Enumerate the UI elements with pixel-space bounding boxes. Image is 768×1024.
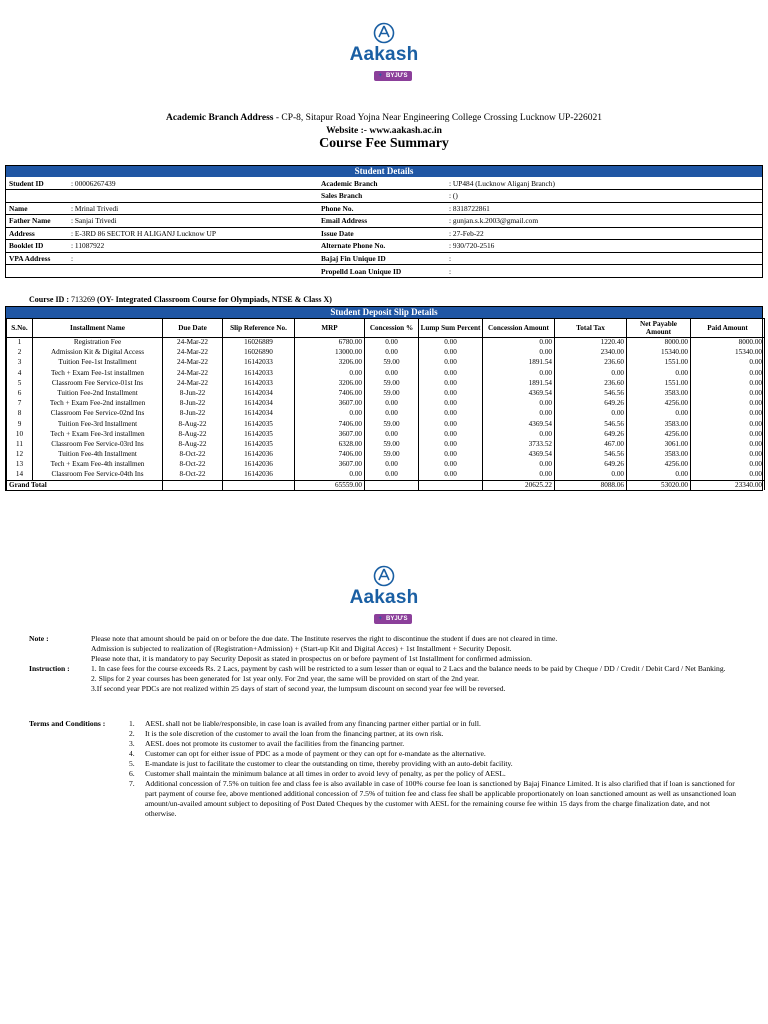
deposit-slip-table [6, 318, 765, 490]
table-cell: 16142033 [223, 368, 295, 378]
table-cell: 4369.54 [483, 450, 555, 460]
table-cell: 3733.52 [483, 439, 555, 449]
address-label: Academic Branch Address [165, 113, 274, 123]
table-cell: 0.00 [691, 450, 765, 460]
table-cell: 16026889 [223, 338, 295, 348]
student-row [6, 190, 762, 203]
table-cell: 1891.54 [483, 378, 555, 388]
table-cell: 8-Aug-22 [163, 439, 223, 449]
terms-item-number: 3. [129, 739, 135, 748]
table-cell: 3 [7, 358, 33, 368]
table-cell: 0.00 [691, 378, 765, 388]
aakash-emblem-icon [373, 22, 395, 44]
terms-item [129, 729, 741, 739]
terms-item [129, 719, 741, 729]
table-cell: 16142034 [223, 388, 295, 398]
student-field-label [6, 265, 68, 278]
table-cell: 16142034 [223, 399, 295, 409]
notes-section [29, 634, 741, 694]
table-cell: 0.00 [419, 378, 483, 388]
table-cell: 0.00 [419, 348, 483, 358]
terms-item-number: 2. [129, 729, 135, 738]
instruction-line: 1. In case fees for the course exceeds Rs. 2 Lacs, payment by cash will be restricted to a sum lesser than or equal to 2 Lacs and the balance needs to be paid by Cheque / DD / Credit / Debit Card / Net Banking. [91, 664, 726, 673]
table-cell: 0.00 [365, 399, 419, 409]
terms-item-text: Customer can opt for either issue of PDC as a mode of payment or they can opt for e-mandate as the alternative. [145, 749, 486, 758]
table-cell: 24-Mar-22 [163, 338, 223, 348]
course-name: (OY- Integrated Classroom Course for Olympiads, NTSE & Class X) [97, 295, 332, 304]
table-cell: 0.00 [555, 368, 627, 378]
table-cell: Tuition Fee-1st Installment [33, 358, 163, 368]
table-cell: 4256.00 [627, 399, 691, 409]
column-header: Concession Amount [483, 319, 555, 338]
student-field-label: Propelld Loan Unique ID [321, 266, 402, 276]
grand-total-row [7, 480, 765, 490]
student-field-label: Bajaj Fin Unique ID [318, 252, 446, 265]
terms-item-text: Customer shall maintain the minimum balance at all times in order to avoid levy of penalty, as per the policy of AESL. [145, 769, 506, 778]
student-field-label: Name [6, 202, 68, 215]
table-cell: Registration Fee [33, 338, 163, 348]
table-cell: 0.00 [419, 439, 483, 449]
course-label: Course ID : [29, 295, 71, 304]
table-cell: 2 [7, 348, 33, 358]
table-cell: 3607.00 [295, 429, 365, 439]
table-row [7, 460, 765, 470]
table-cell: 0.00 [691, 439, 765, 449]
table-cell: 0.00 [419, 388, 483, 398]
website-text: Website :- www.aakash.ac.in [326, 126, 442, 136]
table-cell: 8-Jun-22 [163, 388, 223, 398]
table-cell: 0.00 [691, 399, 765, 409]
table-cell: 3583.00 [627, 419, 691, 429]
table-cell: 59.00 [365, 439, 419, 449]
terms-item-number: 6. [129, 769, 135, 778]
table-row [7, 388, 765, 398]
table-cell: 24-Mar-22 [163, 368, 223, 378]
table-cell: 546.56 [555, 450, 627, 460]
student-field-label: Phone No. [318, 202, 446, 215]
note-line: Admission is subjected to realization of (Registration+Admission) + (Start-up Kit and Digital Acces) + 1st Installment + Security Deposit. [91, 644, 512, 653]
table-cell: 2340.00 [555, 348, 627, 358]
student-field-value: : Mrinal Trivedi [68, 202, 318, 215]
table-cell: 8 [7, 409, 33, 419]
table-cell: 0.00 [419, 338, 483, 348]
deposit-slip-header: Student Deposit Slip Details [6, 307, 762, 318]
student-field-label: Sales Branch [318, 190, 446, 203]
table-cell: Classroom Fee Service-04th Ins [33, 470, 163, 480]
table-row [7, 429, 765, 439]
table-cell: 7 [7, 399, 33, 409]
instruction-line: 2. Slips for 2 year courses has been generated for 1st year only. For 2nd year, the same will be provided on start of the 2nd year. [91, 674, 480, 683]
student-field-value: : () [446, 190, 762, 203]
table-cell: 0.00 [691, 460, 765, 470]
terms-item-number: 1. [129, 719, 135, 728]
table-cell: 1891.54 [483, 358, 555, 368]
column-header: Paid Amount [691, 319, 765, 338]
table-cell: 0.00 [419, 409, 483, 419]
student-field-value: : 930/720-2516 [446, 240, 762, 253]
student-field-value: : [446, 252, 762, 265]
table-cell: 0.00 [483, 348, 555, 358]
table-cell: 16142035 [223, 429, 295, 439]
table-cell: Classroom Fee Service-02nd Ins [33, 409, 163, 419]
table-cell: 0.00 [691, 419, 765, 429]
terms-item-text: AESL does not promote its customer to avail the facilities from the financing partner. [145, 739, 405, 748]
student-field-value: : 11087922 [68, 240, 318, 253]
table-cell: 15340.00 [691, 348, 765, 358]
terms-item-number: 7. [129, 779, 135, 788]
terms-item-text: AESL shall not be liable/responsible, in case loan is availed from any financing partner either partial or in full. [145, 719, 481, 728]
table-cell: 16142035 [223, 419, 295, 429]
table-cell: 3206.00 [295, 358, 365, 368]
student-field-value: : 27-Feb-22 [446, 227, 762, 240]
table-cell: 0.00 [483, 399, 555, 409]
table-cell: 11 [7, 439, 33, 449]
table-cell: 4 [7, 368, 33, 378]
table-cell: 0.00 [295, 409, 365, 419]
table-row [7, 338, 765, 348]
table-row [7, 358, 765, 368]
table-cell: 59.00 [365, 450, 419, 460]
terms-list [129, 719, 741, 819]
deposit-slip-section [5, 306, 763, 491]
table-cell: 0.00 [627, 470, 691, 480]
student-field-value: : 00006267439 [68, 177, 318, 190]
table-cell: 0.00 [627, 409, 691, 419]
aakash-logo-bottom [0, 565, 768, 625]
terms-label: Terms and Conditions : [29, 719, 106, 728]
student-row [6, 265, 762, 278]
table-cell: 16142033 [223, 358, 295, 368]
table-cell: 8-Jun-22 [163, 409, 223, 419]
total-net-payable: 53020.00 [627, 480, 691, 490]
table-cell: 3607.00 [295, 399, 365, 409]
table-cell: 3583.00 [627, 450, 691, 460]
table-cell: 0.00 [483, 470, 555, 480]
student-field-value [68, 190, 318, 203]
table-cell: Tuition Fee-3rd Installment [33, 419, 163, 429]
course-info [29, 295, 332, 304]
table-cell: 0.00 [365, 348, 419, 358]
table-cell: 8-Jun-22 [163, 399, 223, 409]
aakash-emblem-icon [373, 565, 395, 587]
table-cell: 546.56 [555, 388, 627, 398]
student-field-label: Academic Branch [318, 177, 446, 190]
table-cell: 1220.40 [555, 338, 627, 348]
table-cell: 16142036 [223, 470, 295, 480]
table-cell: 0.00 [627, 368, 691, 378]
terms-item-text: Additional concession of 7.5% on tuition fee and class fee is also available in case of 100% course fee loan is sanctioned by Bajaj Finance Limited. It is also clarified that if loan is sanctioned for part payment of course fee, above mentioned additional concession of 7.5% of tuition fee and class fee shall be applicable proportionately on loan sanctioned amount as well as unsanctioned loan amount/un-availed amount subject to depositing of Post Dated Cheques by the customer with AESL for the remaining course fee within 15 days from the charge finalization date, and not otherwise. [145, 779, 737, 818]
student-field-value: : UP484 (Lucknow Aliganj Branch) [446, 177, 762, 190]
course-id: 713269 [71, 295, 95, 304]
student-row [6, 227, 762, 240]
table-cell: 3583.00 [627, 388, 691, 398]
table-cell: 0.00 [691, 368, 765, 378]
note-label: Note : [29, 634, 49, 643]
table-cell: Tuition Fee-4th Installment [33, 450, 163, 460]
table-cell: 0.00 [365, 368, 419, 378]
table-cell: 3607.00 [295, 460, 365, 470]
table-cell: Tuition Fee-2nd Installment [33, 388, 163, 398]
column-header: S.No. [7, 319, 33, 338]
table-cell: 4256.00 [627, 429, 691, 439]
student-details-header: Student Details [6, 166, 762, 177]
table-cell: 16026890 [223, 348, 295, 358]
table-cell: 0.00 [691, 388, 765, 398]
table-cell: 8-Oct-22 [163, 450, 223, 460]
table-cell: 1551.00 [627, 378, 691, 388]
student-field-label: Father Name [6, 215, 68, 228]
table-cell: 0.00 [483, 368, 555, 378]
empty-cell [163, 480, 223, 490]
column-header: Lump Sum Percent [419, 319, 483, 338]
table-cell: 0.00 [365, 470, 419, 480]
table-cell: 1551.00 [627, 358, 691, 368]
table-cell: 16142036 [223, 460, 295, 470]
table-cell: 16142034 [223, 409, 295, 419]
student-field-value: : [449, 266, 452, 276]
byjus-badge: + BYJU'S [374, 614, 413, 624]
table-cell: 24-Mar-22 [163, 348, 223, 358]
byjus-badge: + BYJU'S [374, 71, 413, 81]
table-cell: 14 [7, 470, 33, 480]
table-cell: 0.00 [419, 419, 483, 429]
column-header: Installment Name [33, 319, 163, 338]
table-cell: 0.00 [419, 358, 483, 368]
table-cell: 649.26 [555, 460, 627, 470]
table-cell: 0.00 [419, 429, 483, 439]
student-field-value: : E-3RD 86 SECTOR H ALIGANJ Lucknow UP [68, 227, 318, 240]
column-header: Total Tax [555, 319, 627, 338]
table-cell: 6328.00 [295, 439, 365, 449]
table-row [7, 399, 765, 409]
column-header: Net Payable Amount [627, 319, 691, 338]
table-cell: 13 [7, 460, 33, 470]
column-header: Due Date [163, 319, 223, 338]
table-cell: 0.00 [483, 460, 555, 470]
table-cell: 0.00 [555, 409, 627, 419]
total-paid: 23340.00 [691, 480, 765, 490]
table-cell: 13000.00 [295, 348, 365, 358]
table-cell: 8000.00 [691, 338, 765, 348]
table-row [7, 419, 765, 429]
table-cell: 6780.00 [295, 338, 365, 348]
table-cell: 12 [7, 450, 33, 460]
column-header: Slip Reference No. [223, 319, 295, 338]
table-cell: Classroom Fee Service-03rd Ins [33, 439, 163, 449]
table-cell: Admission Kit & Digital Access [33, 348, 163, 358]
table-cell: 0.00 [691, 409, 765, 419]
table-cell: 59.00 [365, 378, 419, 388]
table-cell: 0.00 [483, 429, 555, 439]
terms-item-text: E-mandate is just to facilitate the customer to clear the outstanding on time, thereby providing with an auto-debit facility. [145, 759, 513, 768]
table-cell: Tech + Exam Fee-4th installmen [33, 460, 163, 470]
table-cell: 9 [7, 419, 33, 429]
table-cell: 1 [7, 338, 33, 348]
table-cell: 59.00 [365, 419, 419, 429]
table-cell: 0.00 [419, 399, 483, 409]
instruction-label: Instruction : [29, 664, 70, 673]
table-cell: 5 [7, 378, 33, 388]
table-cell: 10 [7, 429, 33, 439]
table-cell: 59.00 [365, 358, 419, 368]
table-cell: 0.00 [365, 338, 419, 348]
table-cell: 0.00 [419, 450, 483, 460]
grand-total-label: Grand Total [7, 480, 163, 490]
student-details-section [5, 165, 763, 278]
terms-item [129, 779, 741, 819]
table-cell: 0.00 [365, 460, 419, 470]
student-row [6, 215, 762, 228]
terms-item [129, 769, 741, 779]
table-cell: 7406.00 [295, 388, 365, 398]
table-cell: 6 [7, 388, 33, 398]
logo-wordmark: Aakash [349, 44, 419, 65]
table-cell: 4369.54 [483, 388, 555, 398]
table-cell: 649.26 [555, 429, 627, 439]
table-cell: 8-Oct-22 [163, 460, 223, 470]
table-cell: 8-Oct-22 [163, 470, 223, 480]
table-cell: 0.00 [691, 429, 765, 439]
student-field-label: Address [6, 227, 68, 240]
table-cell: 8000.00 [627, 338, 691, 348]
table-cell: 8-Aug-22 [163, 419, 223, 429]
table-cell: 649.26 [555, 399, 627, 409]
table-cell: 0.00 [419, 368, 483, 378]
table-row [7, 368, 765, 378]
table-cell: 546.56 [555, 419, 627, 429]
table-cell: 0.00 [365, 409, 419, 419]
note-line: Please note that, it is mandatory to pay Security Deposit as stated in prospectus on or before payment of 1st Installment for confirmed admission. [91, 654, 532, 663]
table-cell: 15340.00 [627, 348, 691, 358]
table-cell: 0.00 [483, 409, 555, 419]
student-row [6, 252, 762, 265]
table-cell: 16142035 [223, 439, 295, 449]
student-field-value: : [68, 252, 318, 265]
table-row [7, 409, 765, 419]
table-cell: 16142036 [223, 450, 295, 460]
total-concession-amount: 20625.22 [483, 480, 555, 490]
total-tax: 8088.06 [555, 480, 627, 490]
table-row [7, 439, 765, 449]
table-cell: 16142033 [223, 378, 295, 388]
student-field-label: VPA Address [6, 252, 68, 265]
student-field-value: : Sanjai Trivedi [68, 215, 318, 228]
table-cell: 3061.00 [627, 439, 691, 449]
table-cell: Tech + Exam Fee-1st installmen [33, 368, 163, 378]
table-cell: 24-Mar-22 [163, 358, 223, 368]
terms-item-text: It is the sole discretion of the customer to avail the loan from the financing partner, at its own risk. [145, 729, 444, 738]
student-field-label [6, 190, 68, 203]
branch-address [0, 112, 768, 138]
address-text: - CP-8, Sitapur Road Yojna Near Engineering College Crossing Lucknow UP-226021 [275, 113, 602, 123]
table-cell: Tech + Exam Fee-3rd installmen [33, 429, 163, 439]
table-cell: 0.00 [295, 368, 365, 378]
total-mrp: 65559.00 [295, 480, 365, 490]
student-field-value [68, 265, 318, 278]
table-cell: 7406.00 [295, 450, 365, 460]
table-cell: 236.60 [555, 378, 627, 388]
table-cell: 0.00 [295, 470, 365, 480]
terms-item-number: 5. [129, 759, 135, 768]
student-details-table [6, 177, 762, 277]
student-field-label: Alternate Phone No. [318, 240, 446, 253]
terms-section [29, 719, 741, 819]
aakash-logo-top [0, 22, 768, 82]
table-row [7, 378, 765, 388]
student-row [6, 240, 762, 253]
student-row [6, 177, 762, 190]
table-cell: 467.00 [555, 439, 627, 449]
student-row [6, 202, 762, 215]
table-cell: 8-Aug-22 [163, 429, 223, 439]
table-cell: 236.60 [555, 358, 627, 368]
logo-wordmark: Aakash [349, 587, 419, 608]
student-field-label: Student ID [6, 177, 68, 190]
table-cell: 0.00 [419, 470, 483, 480]
terms-item [129, 759, 741, 769]
table-cell: 0.00 [483, 338, 555, 348]
page-title: Course Fee Summary [319, 136, 449, 151]
table-cell: 4256.00 [627, 460, 691, 470]
column-header: MRP [295, 319, 365, 338]
terms-item-number: 4. [129, 749, 135, 758]
empty-cell [223, 480, 295, 490]
table-row [7, 470, 765, 480]
table-cell: 0.00 [691, 358, 765, 368]
terms-item [129, 739, 741, 749]
table-cell: 0.00 [365, 429, 419, 439]
student-field-value: : gunjan.s.k.2003@gmail.com [446, 215, 762, 228]
note-line: Please note that amount should be paid on or before the due date. The Institute reserves the right to discontinue the student if dues are not cleared in time. [91, 634, 558, 643]
terms-item [129, 749, 741, 759]
table-cell: 3206.00 [295, 378, 365, 388]
table-row [7, 348, 765, 358]
column-header: Concession % [365, 319, 419, 338]
instruction-line: 3.If second year PDCs are not realized within 25 days of start of second year, the lumpsum discount on second year fee will be reversed. [91, 684, 506, 693]
table-cell: 0.00 [555, 470, 627, 480]
student-field-label: Issue Date [318, 227, 446, 240]
student-field-value: : 8318722861 [446, 202, 762, 215]
student-field-label: Booklet ID [6, 240, 68, 253]
table-cell: 59.00 [365, 388, 419, 398]
table-cell: Classroom Fee Service-01st Ins [33, 378, 163, 388]
table-row [7, 450, 765, 460]
empty-cell [419, 480, 483, 490]
table-cell: 0.00 [691, 470, 765, 480]
table-cell: 7406.00 [295, 419, 365, 429]
table-cell: 24-Mar-22 [163, 378, 223, 388]
table-cell: 4369.54 [483, 419, 555, 429]
table-cell: Tech + Exam Fee-2nd installmen [33, 399, 163, 409]
student-field-label: Email Address [318, 215, 446, 228]
table-cell: 0.00 [419, 460, 483, 470]
empty-cell [365, 480, 419, 490]
